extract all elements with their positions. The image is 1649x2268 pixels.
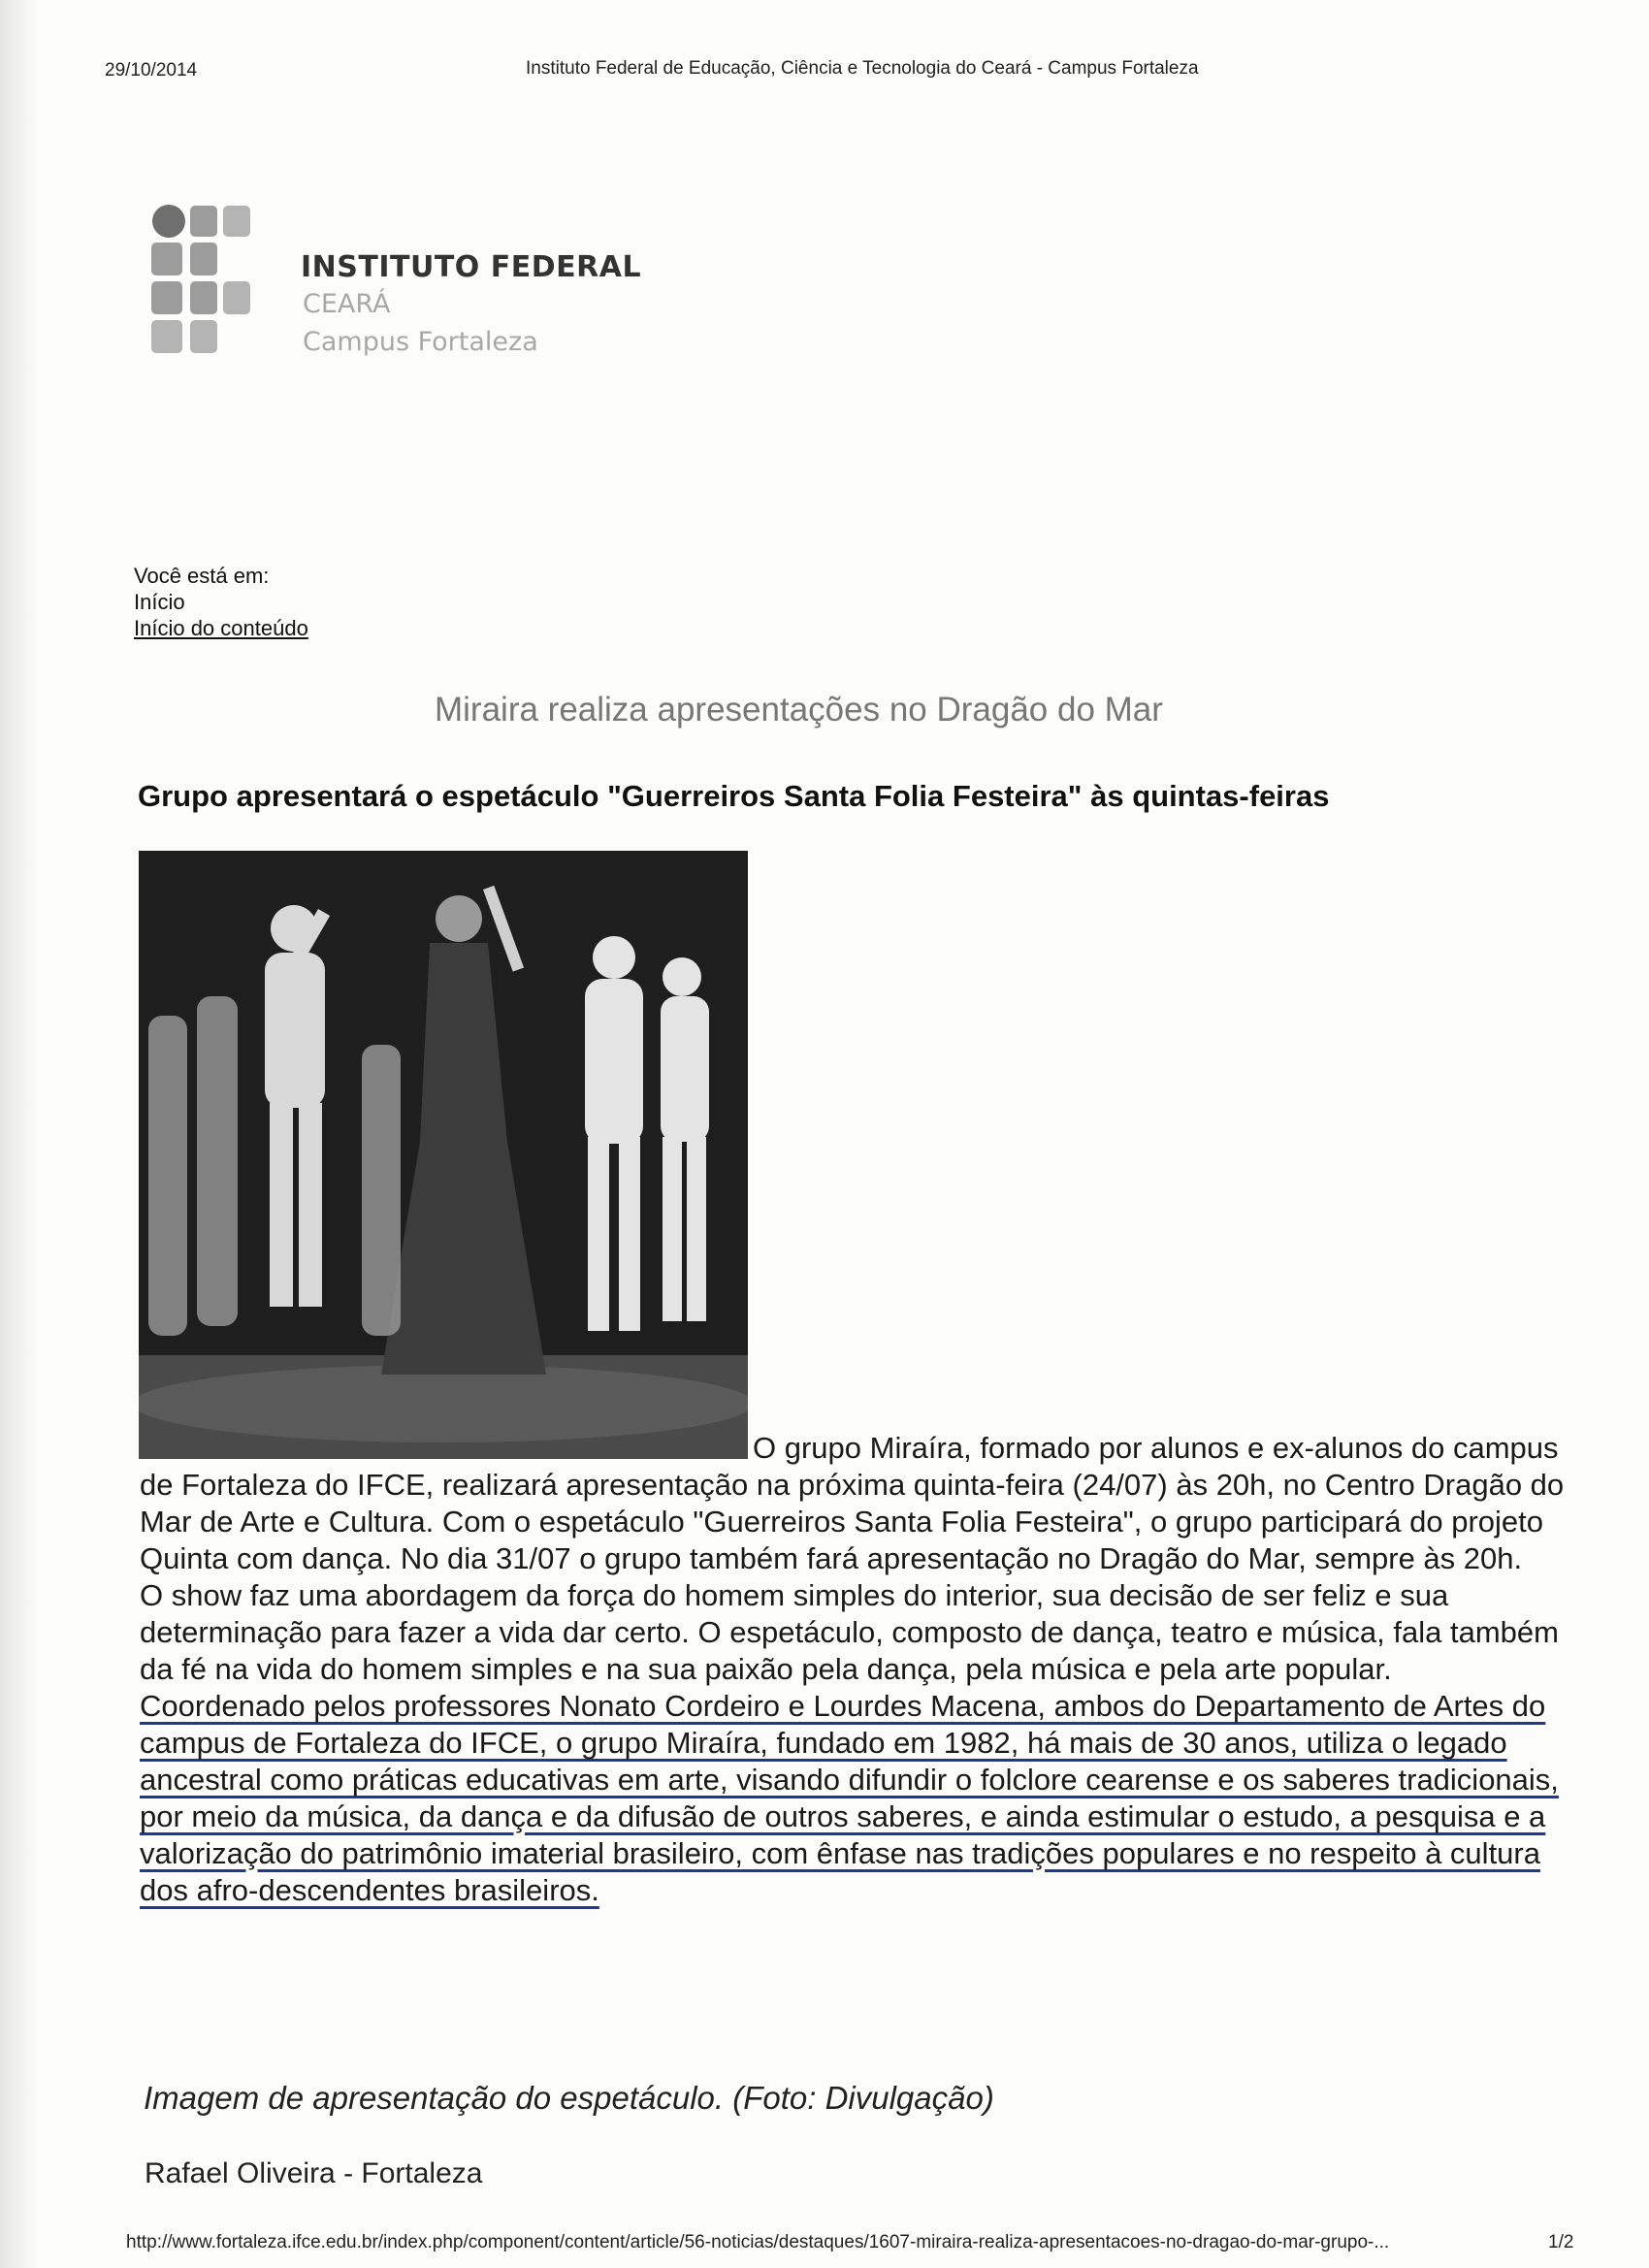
logo-block xyxy=(223,206,250,237)
article-photo xyxy=(139,851,748,1459)
photo-caption: Imagem de apresentação do espetáculo. (Foto: Divulgação) xyxy=(144,2080,994,2116)
logo-block xyxy=(151,320,182,353)
footer-url[interactable]: http://www.fortaleza.ifce.edu.br/index.php/component/content/article/56-noticias/destaques/1607-miraira-realiza-apresentacoes-no-dragao-do-mar-grupo-... xyxy=(126,2232,1390,2252)
breadcrumb-label: Você está em: xyxy=(134,564,270,588)
logo-block xyxy=(190,320,217,353)
logo-line-instituto: INSTITUTO FEDERAL xyxy=(301,250,642,284)
breadcrumb-item-inicio-conteudo[interactable]: Início do conteúdo xyxy=(134,616,308,640)
article-paragraph-3: Coordenado pelos professores Nonato Cordeiro e Lourdes Macena, ambos do Departamento de Artes do campus de Fortaleza do IFCE, o grupo Miraíra, fundado em 1982, há mais de 30 anos, utiliza o legado ancestral como práticas educativas em arte, visando difundir o folclore cearense e os saberes tradicionais, por meio da música, da dança e da difusão de outros saberes, e ainda estimular o estudo, a pesquisa e a valorização do patrimônio imaterial brasileiro, com ênfase nas tradições populares e no respeito à cultura dos afro-descendentes brasileiros. xyxy=(140,1689,1559,1907)
logo-circle xyxy=(152,205,185,238)
logo-block xyxy=(223,281,250,314)
logo-block xyxy=(190,243,217,275)
breadcrumb xyxy=(134,563,308,641)
article-title: Miraira realiza apresentações no Dragão do Mar xyxy=(435,691,1163,729)
logo-block xyxy=(190,281,217,314)
article-subtitle: Grupo apresentará o espetáculo "Guerreiros Santa Folia Festeira" às quintas-feiras xyxy=(138,779,1330,813)
article-paragraph-1: O grupo Miraíra, formado por alunos e ex-alunos do campus de Fortaleza do IFCE, realizará apresentação na próxima quinta-feira (24/07) às 20h, no Centro Dragão do Mar de Arte e Cultura. Com o espetáculo "Guerreiros Santa Folia Festeira", o grupo participará do projeto Quinta com dança. No dia 31/07 o grupo também fará apresentação no Dragão do Mar, sempre às 20h. xyxy=(140,1431,1565,1575)
logo-line-ceara: CEARÁ xyxy=(303,289,391,319)
logo-block xyxy=(190,206,217,237)
page-number: 1/2 xyxy=(1548,2232,1574,2252)
article-body xyxy=(140,1430,1566,1909)
logo-line-campus: Campus Fortaleza xyxy=(303,327,538,357)
scan-edge-shadow xyxy=(0,0,39,2268)
breadcrumb-item-inicio[interactable]: Início xyxy=(134,590,185,614)
article-paragraph-2: O show faz uma abordagem da força do homem simples do interior, sua decisão de ser feliz e sua determinação para fazer a vida dar certo. O espetáculo, composto de dança, teatro e música, fala também da fé na vida do homem simples e na sua paixão pela dança, pela música e pela arte popular. xyxy=(140,1578,1559,1686)
logo-block xyxy=(151,281,182,314)
print-date: 29/10/2014 xyxy=(105,60,198,81)
article-author: Rafael Oliveira - Fortaleza xyxy=(145,2157,483,2189)
logo-block xyxy=(151,243,182,275)
print-page-title: Instituto Federal de Educação, Ciência e Tecnologia do Ceará - Campus Fortaleza xyxy=(526,58,1199,79)
